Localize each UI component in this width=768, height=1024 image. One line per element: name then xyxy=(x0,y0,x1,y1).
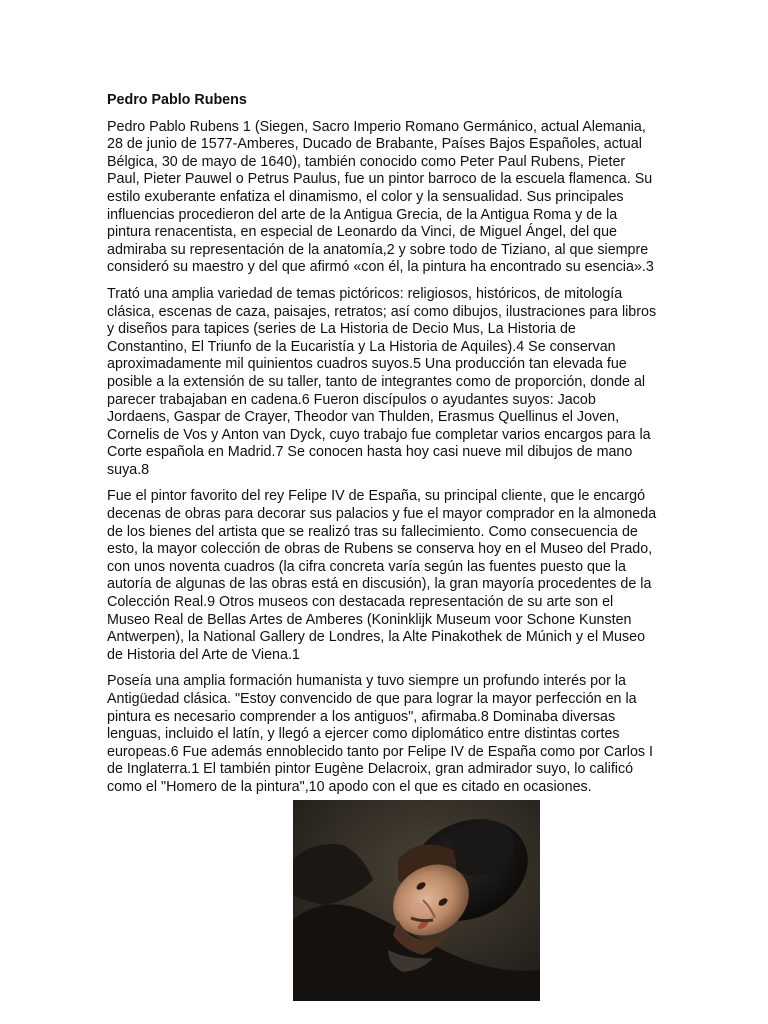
paragraph-4: Poseía una amplia formación humanista y tuvo siempre un profundo interés por la Antigüedad clásica. "Estoy convencido de que para lograr la mayor perfección en la pintura es necesario comprender a los antiguos", afirmaba.8 Dominaba diversas lenguas, incluido el latín, y llegó a ejercer como diplomático entre distintas cortes europeas.6 Fue además ennoblecido tanto por Felipe IV de España como por Carlos I de Inglaterra.1 El también pintor Eugène Delacroix, gran admirador suyo, lo calificó como el "Homero de la pintura",10 apodo con el que es citado en ocasiones. xyxy=(107,673,653,795)
paragraph-1: Pedro Pablo Rubens 1 (Siegen, Sacro Imperio Romano Germánico, actual Alemania, 28 de junio de 1577-Amberes, Ducado de Brabante, Países Bajos Españoles, actual Bélgica, 30 de mayo de 1640), también conocido como Peter Paul Rubens, Pieter Paul, Pieter Pauwel o Petrus Paulus, fue un pintor barroco de la escuela flamenca. Su estilo exuberante enfatiza el dinamismo, el color y la sensualidad. Sus principales influencias procedieron del arte de la Antigua Grecia, de la Antigua Roma y de la pintura renacentista, en especial de Leonardo da Vinci, de Miguel Ángel, del que admiraba su representación de la anatomía,2 y sobre todo de Tiziano, al que siempre consideró su maestro y del que afirmó «con él, la pintura ha encontrado su esencia».3 xyxy=(107,118,654,276)
document-body xyxy=(107,92,659,806)
portrait-painting xyxy=(293,800,540,1001)
rubens-self-portrait-image xyxy=(293,800,540,1001)
page-title: Pedro Pablo Rubens xyxy=(107,92,247,108)
paragraph-3: Fue el pintor favorito del rey Felipe IV de España, su principal cliente, que le encargó decenas de obras para decorar sus palacios y fue el mayor comprador en la almoneda de los bienes del artista que se realizó tras su fallecimiento. Como consecuencia de esto, la mayor colección de obras de Rubens se conserva hoy en el Museo del Prado, con unos noventa cuadros (la cifra concreta varía según las fuentes puesto que la autoría de algunas de las obras está en discusión), la gran mayoría procedentes de la Colección Real.9 Otros museos con destacada representación de su arte son el Museo Real de Bellas Artes de Amberes (Koninklijk Museum voor Schone Kunsten Antwerpen), la National Gallery de Londres, la Alte Pinakothek de Múnich y el Museo de Historia del Arte de Viena.1 xyxy=(107,488,657,663)
paragraph-2: Trató una amplia variedad de temas pictóricos: religiosos, históricos, de mitología clásica, escenas de caza, paisajes, retratos; así como dibujos, ilustraciones para libros y diseños para tapices (series de La Historia de Decio Mus, La Historia de Constantino, El Triunfo de la Eucaristía y La Historia de Aquiles).4 Se conservan aproximadamente mil quinientos cuadros suyos.5 Una producción tan elevada fue posible a la extensión de su taller, tanto de integrantes como de proporción, donde al parecer trabajaban en cadena.6 Fueron discípulos o ayudantes suyos: Jacob Jordaens, Gaspar de Crayer, Theodor van Thulden, Erasmus Quellinus el Joven, Cornelis de Vos y Anton van Dyck, cuyo trabajo fue completar varios encargos para la Corte española en Madrid.7 Se conocen hasta hoy casi nueve mil dibujos de mano suya.8 xyxy=(107,285,657,478)
